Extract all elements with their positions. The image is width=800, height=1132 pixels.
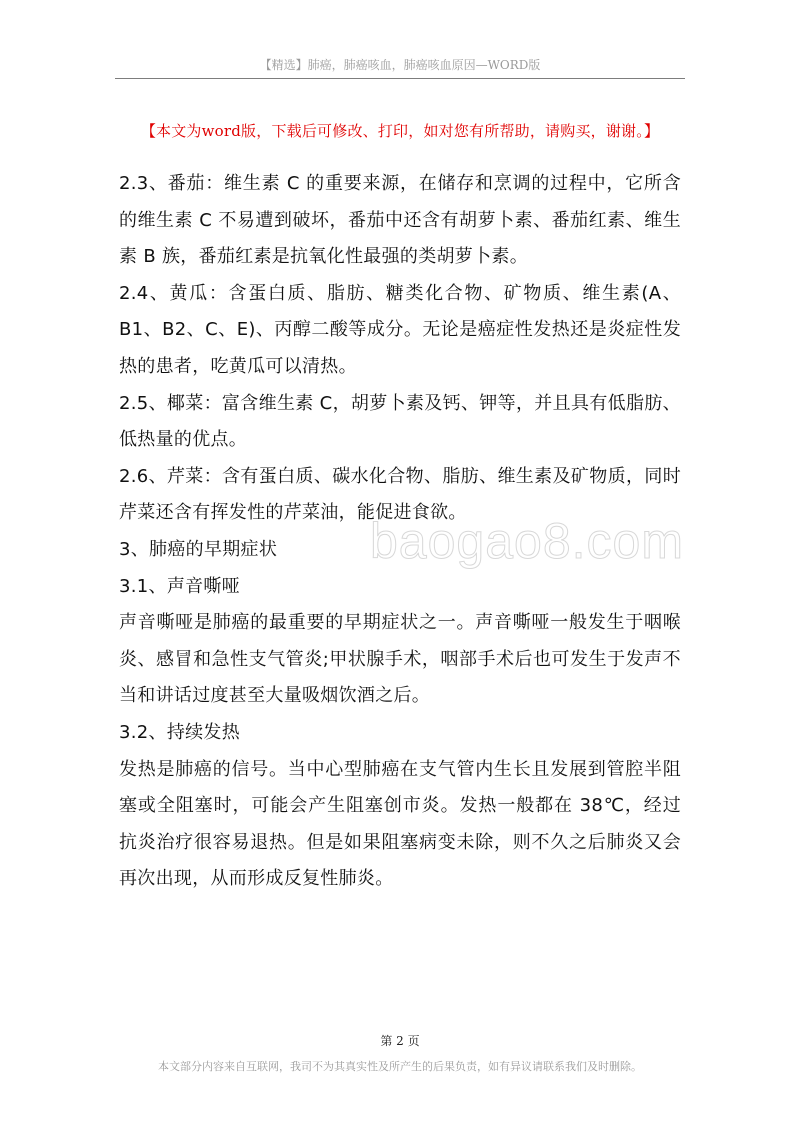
paragraph-tomato: 2.3、番茄：维生素 C 的重要来源，在储存和烹调的过程中，它所含的维生素 C 不易遭到破坏，番茄中还含有胡萝卜素、番茄红素、维生素 B 族，番茄红素是抗氧化性最强的类胡萝卜素。: [119, 173, 681, 268]
footer-disclaimer: 本文部分内容来自互联网，我司不为其真实性及所产生的后果负责，如有异议请联系我们及时删除。: [158, 1060, 642, 1073]
paragraph-cucumber: 2.4、黄瓜：含蛋白质、脂肪、糖类化合物、矿物质、维生素(A、B1、B2、C、E)、丙醇二酸等成分。无论是癌症性发热还是炎症性发热的患者，吃黄瓜可以清热。: [119, 282, 681, 377]
paragraph-fever: 发热是肺癌的信号。当中心型肺癌在支气管内生长且发展到管腔半阻塞或全阻塞时，可能会产生阻塞创市炎。发热一般都在 38℃，经过抗炎治疗很容易退热。但是如果阻塞病变未除，则不久之后肺炎又会再次出现，从而形成反复性肺炎。: [119, 758, 681, 890]
subheading-hoarseness: 3.1、声音嘶哑: [119, 575, 241, 597]
paragraph-cabbage: 2.5、椰菜：富含维生素 C，胡萝卜素及钙、钾等，并且具有低脂肪、低热量的优点。: [119, 392, 681, 451]
page-header-title: 【精选】肺癌，肺癌咳血，肺癌咳血原因—WORD版: [259, 58, 541, 72]
page-number: 第 2 页: [380, 1034, 420, 1048]
word-version-notice: 【本文为word版，下载后可修改、打印，如对您有所帮助，请购买，谢谢。】: [140, 122, 660, 140]
watermark-text: baogao8.com: [370, 513, 685, 569]
subheading-fever: 3.2、持续发热: [119, 721, 241, 743]
document-body: [119, 166, 681, 898]
header-divider: [115, 78, 685, 79]
section-heading-early-symptoms: 3、肺癌的早期症状: [119, 538, 278, 560]
paragraph-hoarseness: 声音嘶哑是肺癌的最重要的早期症状之一。声音嘶哑一般发生于咽喉炎、感冒和急性支气管炎;甲状腺手术，咽部手术后也可发生于发声不当和讲话过度甚至大量吸烟饮酒之后。: [119, 612, 681, 707]
paragraph-celery: 2.6、芹菜：含有蛋白质、碳水化合物、脂肪、维生素及矿物质，同时芹菜还含有挥发性的芹菜油，能促进食欲。: [119, 465, 681, 524]
